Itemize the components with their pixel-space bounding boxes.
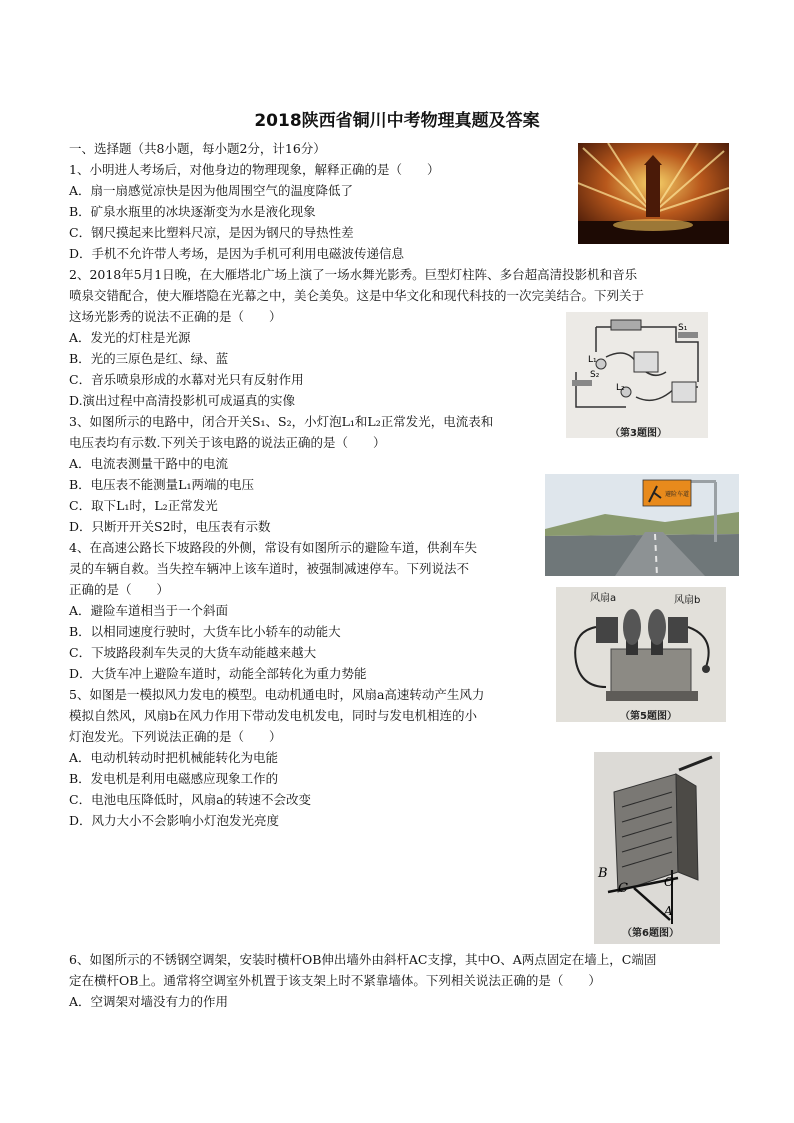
fig5-label-fan-a: 风扇a — [590, 593, 617, 604]
q3-option-d: D．只断开开关S2时，电压表有示数 — [69, 519, 271, 534]
question-2-line-3: 这场光影秀的说法不正确的是（ ） — [69, 309, 282, 324]
fig3-caption: （第3题图） — [610, 428, 667, 438]
fig6-label-c: C — [618, 881, 628, 896]
question-6-line-1: 6、如图所示的不锈钢空调架，安装时横杆OB伸出墙外由斜杆AC支撑，其中O、A两点固定在墙上，C端固 — [69, 952, 657, 967]
circuit-figure — [566, 312, 708, 438]
question-4-line-2: 灵的车辆自救。当失控车辆冲上该车道时，被强制减速停车。下列说法不 — [69, 561, 470, 576]
fig6-label-a: A — [664, 904, 673, 918]
fig4-sign-text: 避险车道 — [665, 491, 690, 498]
question-5-line-2: 模拟自然风，风扇b在风力作用下带动发电机发电，同时与发电机相连的小 — [69, 708, 478, 723]
fig5-label-fan-b: 风扇b — [674, 595, 701, 606]
question-3-line-1: 3、如图所示的电路中，闭合开关S₁、S₂，小灯泡L₁和L₂正常发光，电流表和 — [69, 414, 494, 429]
question-4-line-1: 4、在高速公路长下坡路段的外侧，常设有如图所示的避险车道，供刹车失 — [69, 540, 477, 555]
question-6-line-2: 定在横杆OB上。通常将空调室外机置于该支架上时不紧靠墙体。下列相关说法正确的是（ ） — [69, 973, 601, 988]
q1-option-c: C．钢尺摸起来比塑料尺凉，是因为钢尺的导热性差 — [69, 225, 354, 240]
fig3-label-s1: S₁ — [678, 323, 688, 333]
q4-option-b: B．以相同速度行驶时，大货车比小轿车的动能大 — [69, 624, 341, 639]
question-4-line-3: 正确的是（ ） — [69, 582, 170, 597]
fig5-caption: （第5题图） — [620, 711, 677, 722]
question-5-line-1: 5、如图是一模拟风力发电的模型。电动机通电时，风扇a高速转动产生风力 — [69, 687, 485, 702]
q6-option-a: A．空调架对墙没有力的作用 — [69, 994, 229, 1009]
fig3-label-l1: L₁ — [588, 355, 597, 365]
q2-option-b: B．光的三原色是红、绿、蓝 — [69, 351, 229, 366]
q5-option-b: B．发电机是利用电磁感应现象工作的 — [69, 771, 279, 786]
escape-lane-photo — [545, 474, 739, 576]
q3-option-c: C．取下L₁时，L₂正常发光 — [69, 498, 218, 513]
q1-option-b: B．矿泉水瓶里的冰块逐渐变为水是液化现象 — [69, 204, 316, 219]
q1-option-a: A．扇一扇感觉凉快是因为他周围空气的温度降低了 — [69, 183, 354, 198]
ac-bracket-figure — [594, 752, 720, 944]
question-2-line-2: 喷泉交错配合，使大雁塔隐在光幕之中，美仑美奂。这是中华文化和现代科技的一次完美结合。下列关于 — [69, 288, 645, 303]
question-3-line-2: 电压表均有示数.下列关于该电路的说法正确的是（ ） — [69, 435, 386, 450]
q4-option-c: C．下坡路段刹车失灵的大货车动能越来越大 — [69, 645, 317, 660]
q2-option-c: C．音乐喷泉形成的水幕对光只有反射作用 — [69, 372, 304, 387]
q2-option-d: D.演出过程中高清投影机可成逼真的实像 — [69, 393, 296, 408]
light-show-photo — [578, 143, 729, 244]
q4-option-d: D．大货车冲上避险车道时，动能全部转化为重力势能 — [69, 666, 367, 681]
section-heading: 一、选择题（共8小题，每小题2分，计16分） — [69, 141, 326, 156]
q5-option-c: C．电池电压降低时，风扇a的转速不会改变 — [69, 792, 312, 807]
fig3-label-l2: L₂ — [616, 383, 625, 393]
q3-option-a: A．电流表测量干路中的电流 — [69, 456, 229, 471]
wind-power-model-figure — [556, 587, 726, 722]
fig6-label-o: O — [664, 875, 674, 889]
q3-option-b: B．电压表不能测量L₁两端的电压 — [69, 477, 254, 492]
q4-option-a: A．避险车道相当于一个斜面 — [69, 603, 229, 618]
fig3-label-s2: S₂ — [590, 370, 600, 380]
q5-option-a: A．电动机转动时把机械能转化为电能 — [69, 750, 279, 765]
fig6-label-b: B — [598, 866, 608, 881]
q5-option-d: D．风力大小不会影响小灯泡发光亮度 — [69, 813, 280, 828]
page-title: 2018陕西省铜川中考物理真题及答案 — [254, 111, 540, 131]
question-5-line-3: 灯泡发光。下列说法正确的是（ ） — [69, 729, 282, 744]
q2-option-a: A．发光的灯柱是光源 — [69, 330, 191, 345]
question-2-line-1: 2、2018年5月1日晚，在大雁塔北广场上演了一场水舞光影秀。巨型灯柱阵、多台超高清投影机和音乐 — [69, 267, 638, 282]
fig6-caption: （第6题图） — [622, 928, 679, 939]
question-1: 1、小明进人考场后，对他身边的物理现象，解释正确的是（ ） — [69, 162, 440, 177]
q1-option-d: D．手机不允许带人考场，是因为手机可利用电磁波传递信息 — [69, 246, 405, 261]
